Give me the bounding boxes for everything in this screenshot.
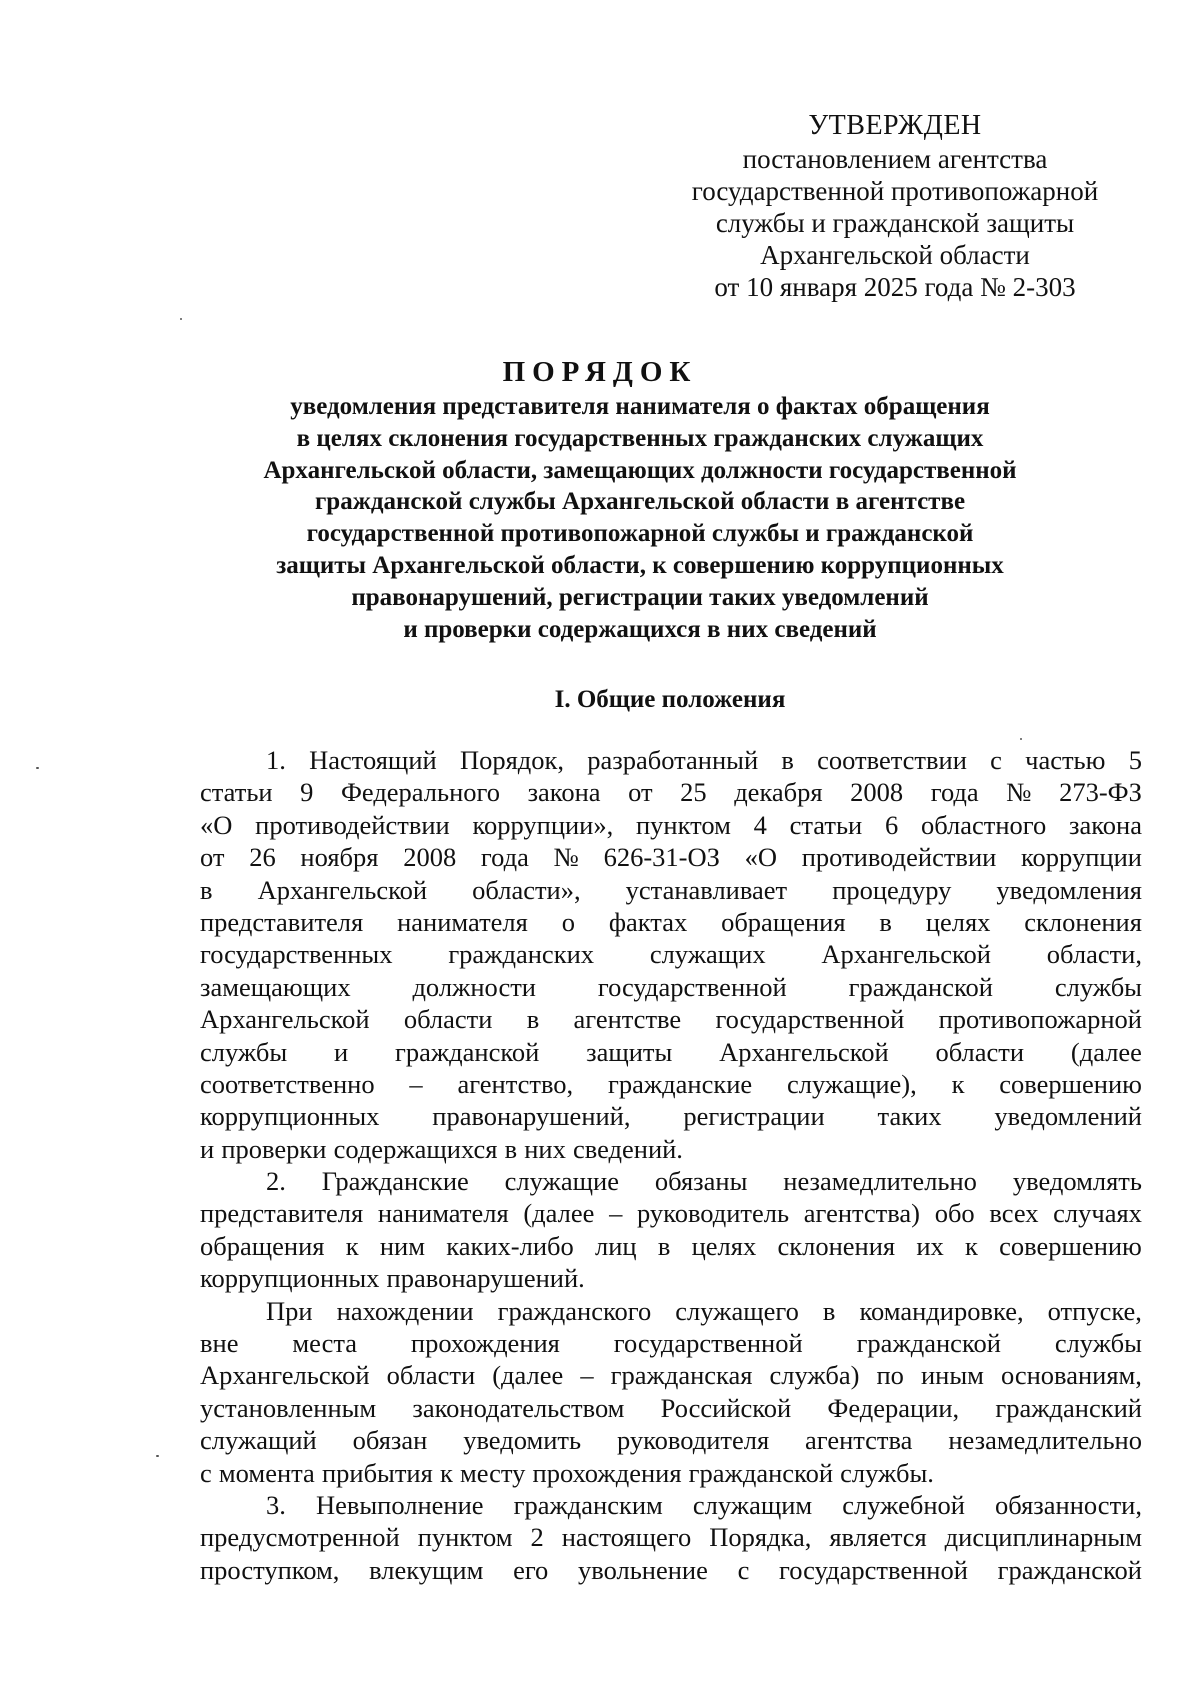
word: обращения: [200, 1230, 325, 1261]
word: государственных: [200, 939, 393, 970]
word: службы.: [840, 1457, 934, 1488]
word: момента: [218, 1457, 315, 1488]
word: совершению: [999, 1230, 1142, 1261]
approval-line: от 10 января 2025 года № 2-303: [714, 272, 1076, 302]
word: 2008: [403, 842, 457, 873]
word: склонения: [777, 1230, 896, 1261]
word: представителя: [200, 1198, 364, 1229]
text-line: [200, 938, 1142, 970]
word: Федерации,: [827, 1392, 960, 1423]
word: «О: [200, 809, 233, 840]
word: Архангельской: [200, 1360, 370, 1391]
word: статьи: [200, 777, 273, 808]
word: Настоящий: [309, 745, 437, 775]
word: гражданской: [856, 1328, 1001, 1359]
approval-title: УТВЕРЖДЕН: [808, 110, 982, 141]
word: места: [292, 1328, 357, 1359]
word: соответственно: [200, 1068, 375, 1099]
word: с: [737, 1554, 750, 1585]
text-line: [200, 1327, 1142, 1359]
word: Архангельской: [719, 1036, 889, 1067]
word: уведомлять: [1012, 1166, 1142, 1197]
word: уведомления: [996, 874, 1142, 905]
subtitle-line: Архангельской области, замещающих должности государственной: [263, 456, 1017, 484]
word: склонения: [1024, 906, 1142, 937]
word: влекущим: [369, 1554, 484, 1585]
word: области: [935, 1036, 1025, 1067]
subtitle-line: правонарушений, регистрации таких уведомлений: [351, 583, 929, 611]
text-line: [200, 1457, 1142, 1489]
word: (далее: [1070, 1036, 1142, 1067]
word: 626-31-ОЗ: [603, 842, 720, 873]
word: года: [480, 842, 529, 873]
approval-line: Архангельской области: [760, 240, 1030, 270]
word: –: [580, 1360, 594, 1391]
text-line: [200, 809, 1142, 841]
text-line: [200, 906, 1142, 938]
text-line: [200, 1554, 1142, 1586]
word: соответствии: [817, 745, 967, 775]
body-text: [200, 744, 1142, 1586]
word: –: [409, 1068, 423, 1099]
word: является: [829, 1522, 927, 1553]
word: к: [951, 1068, 965, 1099]
word: дисциплинарным: [944, 1522, 1142, 1553]
text-line: [200, 841, 1142, 873]
word: правонарушений,: [432, 1101, 631, 1132]
subtitle-line: уведомления представителя нанимателя о фактах обращения: [290, 393, 990, 420]
word: При: [266, 1295, 313, 1326]
scan-speck: [1020, 738, 1022, 740]
word: Федерального: [340, 777, 501, 808]
approval-line: постановлением агентства: [742, 144, 1048, 174]
word: в: [504, 1133, 518, 1164]
text-line: [200, 1359, 1142, 1391]
word: уведомить: [463, 1425, 582, 1456]
word: противодействии: [801, 842, 997, 873]
word: с: [990, 745, 1002, 775]
word: (далее: [523, 1198, 595, 1229]
word: 4: [753, 809, 767, 840]
word: правонарушений.: [386, 1263, 585, 1294]
word: противопожарной: [938, 1004, 1142, 1035]
approval-line: государственной противопожарной: [691, 176, 1099, 206]
text-line: [200, 1100, 1142, 1132]
word: предусмотренной: [200, 1522, 400, 1553]
word: замещающих: [200, 971, 351, 1002]
word: –: [609, 1198, 623, 1229]
word: служащие: [504, 1166, 619, 1197]
word: в: [657, 1230, 671, 1261]
scan-speck: [180, 318, 182, 320]
word: служащего: [675, 1295, 799, 1326]
word: его: [513, 1554, 549, 1585]
approval-line: службы и гражданской защиты: [715, 208, 1075, 238]
word: защиты: [586, 1036, 673, 1067]
word: представителя: [200, 906, 364, 937]
word: обо: [934, 1198, 975, 1229]
word: гражданский: [995, 1392, 1142, 1423]
word: установленным: [200, 1392, 377, 1423]
word: от: [200, 842, 225, 873]
word: от: [628, 777, 653, 808]
word: Архангельской: [200, 1004, 370, 1035]
text-line: [200, 1036, 1142, 1068]
word: о: [561, 906, 575, 937]
word: прохождения: [532, 1457, 682, 1488]
word: содержащихся: [333, 1133, 498, 1164]
word: разработанный: [587, 745, 759, 775]
text-line: [200, 1003, 1142, 1035]
word: процедуру: [832, 874, 952, 905]
text-line: [200, 1262, 1142, 1294]
word: частью: [1025, 745, 1106, 775]
word: нанимателя: [397, 906, 528, 937]
word: №: [1006, 777, 1032, 808]
word: руководитель: [637, 1198, 790, 1229]
word: 2008: [850, 777, 904, 808]
word: таких: [877, 1101, 942, 1132]
text-line: [200, 1230, 1142, 1262]
word: устанавливает: [625, 874, 788, 905]
word: случаях: [1053, 1198, 1142, 1229]
word: обязанности,: [995, 1489, 1142, 1520]
section-heading: I. Общие положения: [554, 686, 786, 713]
word: с: [200, 1457, 212, 1488]
word: года: [930, 777, 979, 808]
word: закона: [1069, 809, 1142, 840]
word: 25: [680, 777, 707, 808]
word: в: [879, 906, 892, 937]
word: проверки: [221, 1133, 327, 1164]
word: к: [965, 1230, 978, 1261]
word: проступком,: [200, 1554, 340, 1585]
word: основаниям,: [1000, 1360, 1142, 1391]
word: них: [524, 1133, 566, 1164]
word: 6: [884, 809, 899, 840]
word: гражданской: [997, 1554, 1142, 1585]
scan-speck: [36, 767, 39, 769]
word: законодательством: [412, 1392, 625, 1423]
word: руководителя: [616, 1425, 770, 1456]
word: области,: [1046, 939, 1142, 970]
word: государственной: [613, 1328, 803, 1359]
text-line: [200, 1521, 1142, 1553]
word: в: [822, 1295, 836, 1326]
word: гражданской: [688, 1457, 833, 1488]
word: 3.: [266, 1489, 286, 1520]
word: пунктом: [417, 1522, 513, 1553]
word: области: [403, 1004, 493, 1035]
word: 9: [300, 777, 314, 808]
word: пунктом: [635, 809, 731, 840]
document-subtitle: [200, 391, 1080, 645]
word: к: [345, 1230, 359, 1261]
word: командировке,: [859, 1295, 1024, 1326]
word: гражданские: [607, 1068, 753, 1099]
word: отпуске,: [1047, 1295, 1142, 1326]
word: лиц: [595, 1230, 637, 1261]
word: гражданским: [513, 1489, 663, 1520]
text-line: [200, 1133, 1142, 1165]
word: Архангельской: [257, 874, 428, 905]
word: ним: [379, 1230, 425, 1261]
approval-block: [670, 110, 1120, 303]
word: агентства): [803, 1198, 921, 1229]
word: противодействии: [255, 809, 450, 840]
word: коррупции»,: [472, 809, 614, 840]
word: прохождения: [410, 1328, 560, 1359]
word: службы: [1054, 1328, 1142, 1359]
text-line: [200, 971, 1142, 1003]
word: служащим: [692, 1489, 813, 1520]
word: должности: [412, 971, 536, 1002]
word: коррупционных: [200, 1101, 380, 1132]
word: служебной: [842, 1489, 965, 1520]
word: агентстве: [573, 1004, 682, 1035]
word: в: [200, 874, 213, 905]
word: закона: [527, 777, 601, 808]
word: ноября: [300, 842, 379, 873]
word: 273-ФЗ: [1059, 777, 1142, 808]
text-line: [200, 1165, 1142, 1197]
text-line: [200, 776, 1142, 808]
word: незамедлительно: [948, 1425, 1142, 1456]
subtitle-line: и проверки содержащихся в них сведений: [403, 615, 877, 643]
scan-speck: [156, 1455, 159, 1457]
word: по: [876, 1360, 904, 1391]
word: №: [553, 842, 579, 873]
word: служащие),: [786, 1068, 917, 1099]
word: Российской: [660, 1392, 792, 1423]
word: обязаны: [654, 1166, 748, 1197]
word: увольнение: [578, 1554, 708, 1585]
word: обращения: [721, 906, 846, 937]
word: статьи: [789, 809, 863, 840]
word: служащих: [649, 939, 766, 970]
word: областного: [920, 809, 1047, 840]
word: обязан: [352, 1425, 428, 1456]
word: и: [200, 1133, 215, 1164]
word: вне: [200, 1328, 239, 1359]
subtitle-line: гражданской службы Архангельской области в агентстве: [314, 488, 966, 516]
word: целях: [925, 906, 991, 937]
word: Порядок,: [459, 745, 565, 775]
text-line: [200, 1197, 1142, 1229]
word: гражданской: [394, 1036, 540, 1067]
word: их: [916, 1230, 944, 1261]
text-line: [200, 1392, 1142, 1424]
word: государственной: [597, 971, 787, 1002]
word: в: [781, 745, 794, 775]
word: Порядка,: [709, 1522, 812, 1553]
word: фактах: [608, 906, 688, 937]
word: сведений.: [572, 1133, 683, 1164]
word: совершению: [999, 1068, 1142, 1099]
word: и: [333, 1036, 349, 1067]
word: служба): [769, 1360, 860, 1391]
word: гражданских: [448, 939, 594, 970]
word: незамедлительно: [783, 1166, 977, 1197]
word: всех: [989, 1198, 1039, 1229]
text-line: [200, 1295, 1142, 1327]
word: агентства: [805, 1425, 913, 1456]
text-line: [200, 744, 1142, 776]
word: декабря: [734, 777, 823, 808]
word: каких-либо: [446, 1230, 574, 1261]
word: коррупции: [1021, 842, 1142, 873]
word: гражданская: [610, 1360, 753, 1391]
word: служащий: [200, 1425, 317, 1456]
word: в: [526, 1004, 540, 1035]
word: месту: [459, 1457, 526, 1488]
word: прибытия: [321, 1457, 433, 1488]
word: гражданской: [848, 971, 993, 1002]
text-line: [200, 1489, 1142, 1521]
word: гражданского: [497, 1295, 652, 1326]
word: 5: [1128, 745, 1142, 775]
text-line: [200, 874, 1142, 906]
word: «О: [744, 842, 778, 873]
subtitle-line: в целях склонения государственных гражданских служащих: [296, 424, 984, 452]
word: целях: [691, 1230, 757, 1261]
word: службы: [200, 1036, 288, 1067]
word: нанимателя: [377, 1198, 509, 1229]
word: настоящего: [561, 1522, 692, 1553]
word: коррупционных: [200, 1263, 380, 1294]
word: агентство,: [457, 1068, 574, 1099]
text-line: [200, 1068, 1142, 1100]
subtitle-line: государственной противопожарной службы и гражданской: [306, 520, 974, 548]
text-line: [200, 1424, 1142, 1456]
word: нахождении: [336, 1295, 474, 1326]
word: Архангельской: [821, 939, 991, 970]
word: 2.: [266, 1166, 286, 1197]
word: области»,: [472, 874, 581, 905]
document-title: ПОРЯДОК: [502, 356, 698, 388]
word: (далее: [492, 1360, 564, 1391]
word: уведомлений: [994, 1101, 1142, 1132]
word: 1.: [266, 745, 286, 775]
subtitle-line: защиты Архангельской области, к совершению коррупционных: [276, 551, 1004, 579]
word: 2: [530, 1522, 544, 1553]
word: 26: [249, 842, 276, 873]
word: государственной: [779, 1554, 968, 1585]
word: области: [386, 1360, 476, 1391]
word: Гражданские: [321, 1166, 469, 1197]
word: государственной: [715, 1004, 905, 1035]
word: иным: [920, 1360, 984, 1391]
word: службы: [1054, 971, 1142, 1002]
word: Невыполнение: [315, 1489, 484, 1520]
word: к: [439, 1457, 453, 1488]
word: регистрации: [683, 1101, 825, 1132]
